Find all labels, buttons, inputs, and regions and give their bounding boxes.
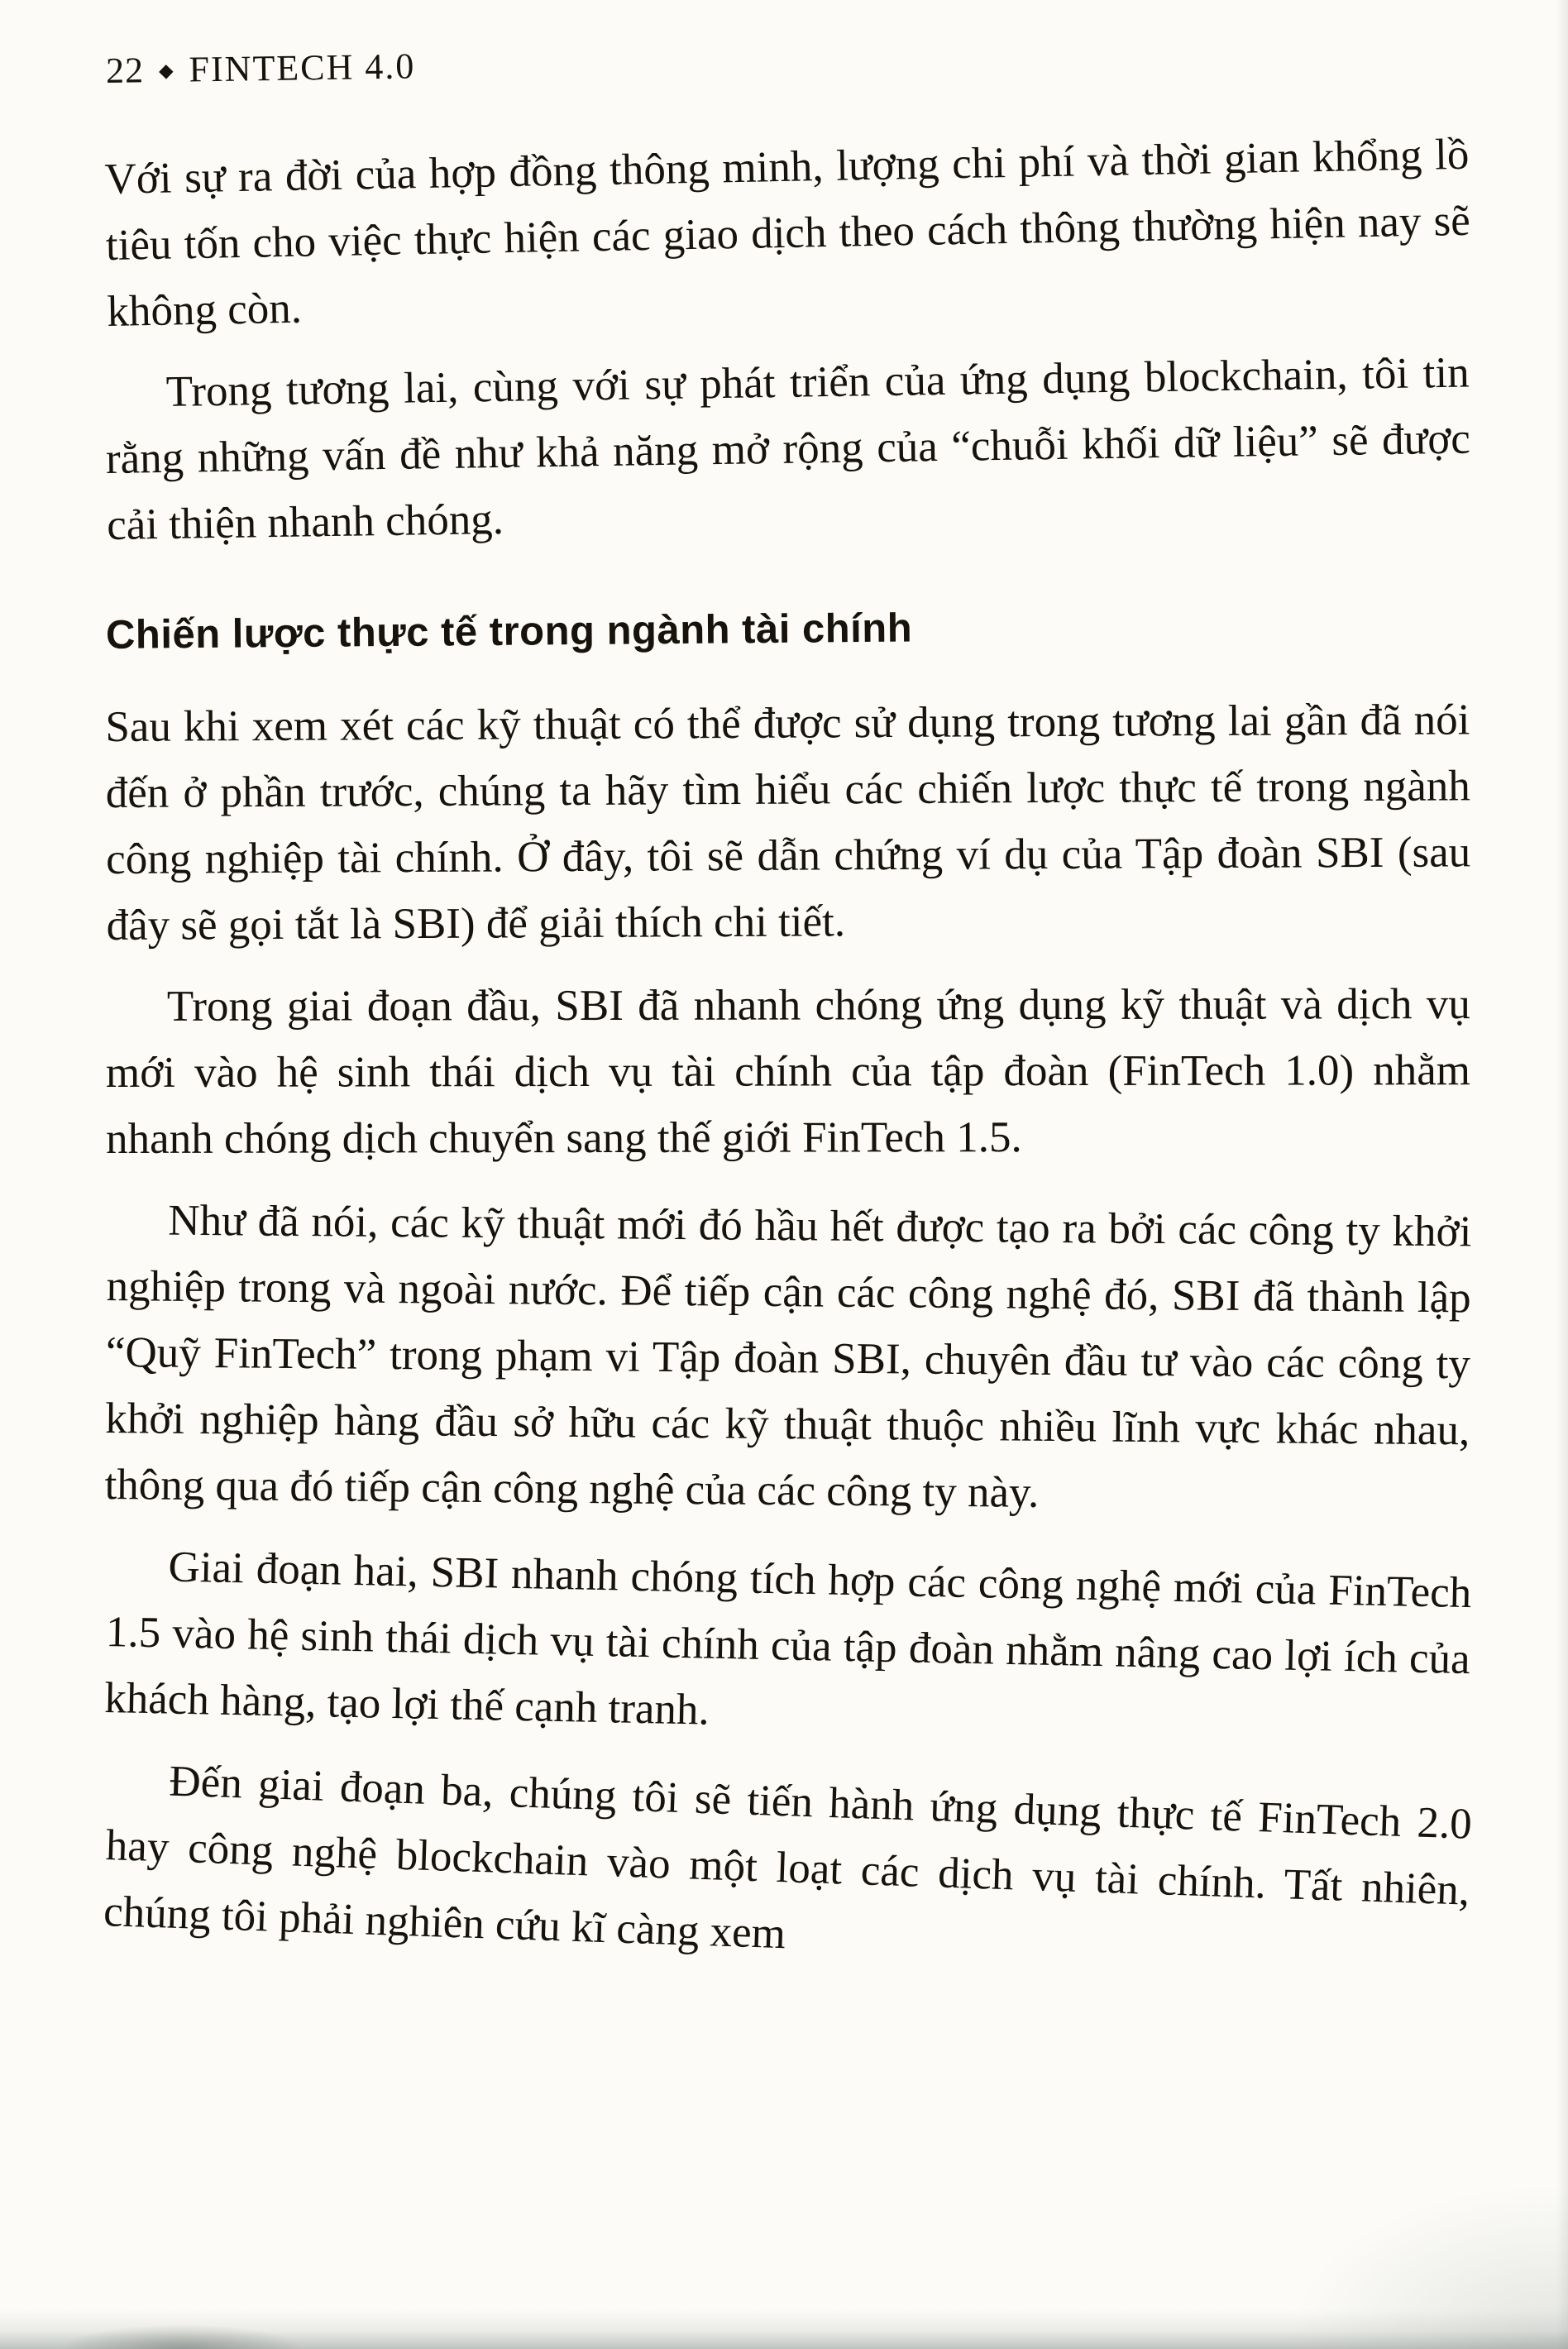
paragraph-section-2: Trong giai đoạn đầu, SBI đã nhanh chóng ứng dụng kỹ thuật và dịch vụ mới vào hệ sinh thái dịch vụ tài chính của tập đoàn (FinTech 1.0) nhằm nhanh chóng dịch chuyển sang thế giới FinTech 1.5. [105, 980, 1471, 1163]
diamond-separator-icon: ◆ [158, 60, 174, 83]
book-title: FINTECH 4.0 [189, 45, 416, 90]
scan-smudge [58, 2324, 306, 2349]
paragraph-section-4: Giai đoạn hai, SBI nhanh chóng tích hợp các công nghệ mới của FinTech 1.5 vào hệ sinh thái dịch vụ tài chính của tập đoàn nhằm nâng cao lợi ích của khách hàng, tạo lợi thế cạnh tranh. [103, 1543, 1472, 1734]
page-number: 22 [105, 50, 145, 91]
paragraph-intro-2: Trong tương lai, cùng với sự phát triển của ứng dụng blockchain, tôi tin rằng những vấn đề như khả năng mở rộng của “chuỗi khối dữ liệu” sẽ được cải thiện nhanh chóng. [105, 348, 1471, 549]
scan-speckle-corner [1287, 2184, 1568, 2349]
section-heading: Chiến lược thực tế trong ngành tài chính [105, 605, 913, 658]
paragraph-section-1: Sau khi xem xét các kỹ thuật có thể được sử dụng trong tương lai gần đã nói đến ở phần trước, chúng ta hãy tìm hiểu các chiến lược thực tế trong ngành công nghiệp tài chính. Ở đây, tôi sẽ dẫn chứng ví dụ của Tập đoàn SBI (sau đây sẽ gọi tắt là SBI) để giải thích chi tiết. [105, 696, 1471, 950]
paragraph-section-5: Đến giai đoạn ba, chúng tôi sẽ tiến hành ứng dụng thực tế FinTech 2.0 hay công nghệ blockchain vào một loạt các dịch vụ tài chính. Tất nhiên, chúng tôi phải nghiên cứu kĩ càng xem [103, 1757, 1473, 1959]
scan-bottom-shadow [0, 2309, 1568, 2349]
paragraph-section-3: Như đã nói, các kỹ thuật mới đó hầu hết được tạo ra bởi các công ty khởi nghiệp trong và ngoài nước. Để tiếp cận các công nghệ đó, SBI đã thành lập “Quỹ FinTech” trong phạm vi Tập đoàn SBI, chuyên đầu tư vào các công ty khởi nghiệp hàng đầu sở hữu các kỹ thuật thuộc nhiều lĩnh vực khác nhau, thông qua đó tiếp cận công nghệ của các công ty này. [104, 1196, 1472, 1517]
page-header [106, 28, 1471, 93]
scan-edge-shadow [1556, 0, 1568, 2349]
page-content [103, 45, 1473, 1959]
paragraph-intro-1: Với sự ra đời của hợp đồng thông minh, lượng chi phí và thời gian khổng lồ tiêu tốn cho việc thực hiện các giao dịch theo cách thông thường hiện nay sẽ không còn. [104, 130, 1471, 336]
